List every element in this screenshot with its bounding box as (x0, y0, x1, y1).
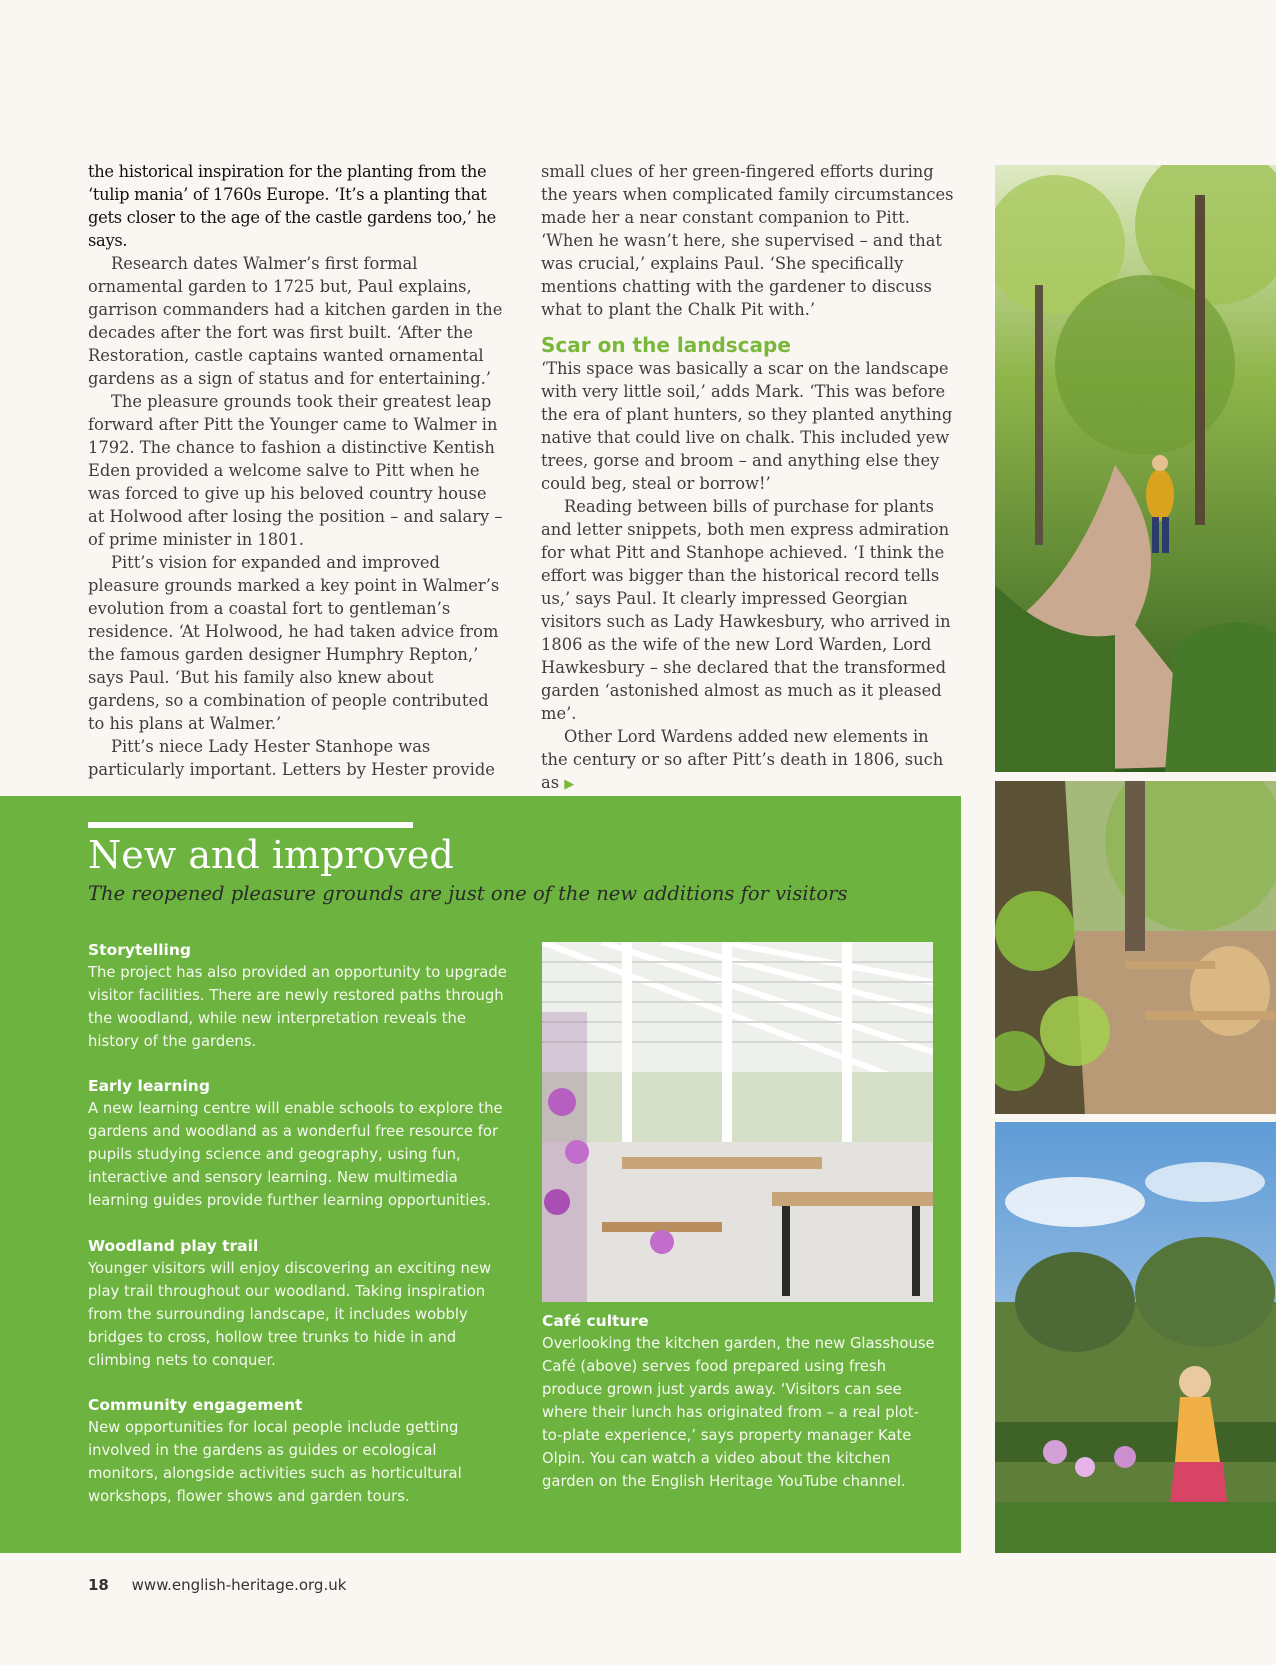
feature-section-heading: Storytelling (88, 941, 191, 959)
body-paragraph (541, 725, 956, 796)
feature-subtitle: The reopened pleasure grounds are just one of the new additions for visitors (88, 882, 848, 905)
woodland-benches-photo (995, 781, 1276, 1114)
glasshouse-cafe-image (542, 942, 933, 1302)
section-heading: Scar on the landscape (541, 333, 791, 357)
body-paragraph: the historical inspiration for the planting from the ‘tulip mania’ of 1760s Europe. ‘It’s a planting that gets closer to the age of the castle gardens too,’ he says. (88, 162, 496, 250)
website-url: www.english-heritage.org.uk (131, 1576, 347, 1594)
feature-section-early-learning (88, 1075, 508, 1212)
garden-girl-image (995, 1122, 1276, 1553)
feature-section-text: Overlooking the kitchen garden, the new Glasshouse Café (above) serves food prepared using fresh produce grown just yards away. ‘Visitors can see where their lunch has originated from – a real plot-to-plate experience,’ says property manager Kate Olpin. You can watch a video about the kitchen garden on the English Heritage YouTube channel. (542, 1335, 935, 1490)
woodland-benches-image (995, 781, 1276, 1114)
woodland-path-photo (995, 165, 1276, 772)
body-paragraph: The pleasure grounds took their greatest leap forward after Pitt the Younger came to Walmer in 1792. The chance to fashion a distinctive Kentish Eden provided a welcome salve to Pitt when he was forced to give up his beloved country house at Holwood after losing the position – and salary – of prime minister in 1801. (88, 392, 503, 549)
feature-box (0, 796, 961, 1553)
feature-section-heading: Woodland play trail (88, 1237, 259, 1255)
woodland-path-image (995, 165, 1276, 772)
body-paragraph: Reading between bills of purchase for plants and letter snippets, both men express admiration for what Pitt and Stanhope achieved. ‘I think the effort was bigger than the historical record tells us,’ says Paul. It clearly impressed Georgian visitors such as Lady Hawkesbury, who arrived in 1806 as the wife of the new Lord Warden, Lord Hawkesbury – she declared that the transformed garden ‘astonished almost as much as it pleased me’. (541, 497, 951, 723)
page-footer (88, 1576, 346, 1594)
glasshouse-cafe-photo (542, 942, 933, 1302)
body-paragraph: Pitt’s niece Lady Hester Stanhope was particularly important. Letters by Hester provide (88, 737, 495, 779)
feature-section-play-trail (88, 1235, 508, 1372)
article-column-left (88, 160, 503, 781)
body-paragraph: ‘This space was basically a scar on the landscape with very little soil,’ adds Mark. ‘This was before the era of plant hunters, so they planted anything native that could live on chalk. This included yew trees, gorse and broom – and anything else they could beg, steal or borrow!’ (541, 359, 953, 493)
body-text: Other Lord Wardens added new elements in the century or so after Pitt’s death in 1806, such as (541, 727, 944, 792)
feature-section-community (88, 1394, 508, 1508)
feature-section-heading: Community engagement (88, 1396, 303, 1414)
page-number: 18 (88, 1576, 109, 1594)
garden-girl-photo (995, 1122, 1276, 1553)
feature-title: New and improved (88, 833, 454, 877)
body-paragraph: Pitt’s vision for expanded and improved pleasure grounds marked a key point in Walmer’s evolution from a coastal fort to gentleman’s residence. ‘At Holwood, he had taken advice from the famous garden designer Humphry Repton,’ says Paul. ‘But his family also knew about gardens, so a combination of people contributed to his plans at Walmer.’ (88, 553, 500, 733)
body-paragraph: small clues of her green-fingered efforts during the years when complicated family circumstances made her a near constant companion to Pitt. ‘When he wasn’t here, she supervised – and that was crucial,’ explains Paul. ‘She specifically mentions chatting with the gardener to discuss what to plant the Chalk Pit with.’ (541, 162, 954, 319)
feature-section-storytelling (88, 939, 508, 1053)
title-rule (88, 822, 413, 828)
article-column-right (541, 160, 956, 796)
feature-section-cafe (542, 1310, 937, 1493)
body-paragraph: Research dates Walmer’s first formal ornamental garden to 1725 but, Paul explains, garrison commanders had a kitchen garden in the decades after the fort was first built. ‘After the Restoration, castle captains wanted ornamental gardens as a sign of status and for entertaining.’ (88, 254, 503, 388)
feature-section-text: Younger visitors will enjoy discovering an exciting new play trail throughout our woodland. Taking inspiration from the surrounding landscape, it includes wobbly bridges to cross, hollow tree trunks to hide in and climbing nets to conquer. (88, 1260, 492, 1369)
feature-section-text: The project has also provided an opportunity to upgrade visitor facilities. There are newly restored paths through the woodland, while new interpretation reveals the history of the gardens. (88, 964, 507, 1050)
feature-section-text: A new learning centre will enable schools to explore the gardens and woodland as a wonderful free resource for pupils studying science and geography, using fun, interactive and sensory learning. New multimedia learning guides provide further learning opportunities. (88, 1100, 503, 1209)
feature-section-heading: Early learning (88, 1077, 210, 1095)
continue-arrow-icon: ▶ (564, 777, 575, 792)
feature-section-heading: Café culture (542, 1312, 649, 1330)
feature-section-text: New opportunities for local people include getting involved in the gardens as guides or ecological monitors, alongside activities such as horticultural workshops, flower shows and garden tours. (88, 1419, 462, 1505)
